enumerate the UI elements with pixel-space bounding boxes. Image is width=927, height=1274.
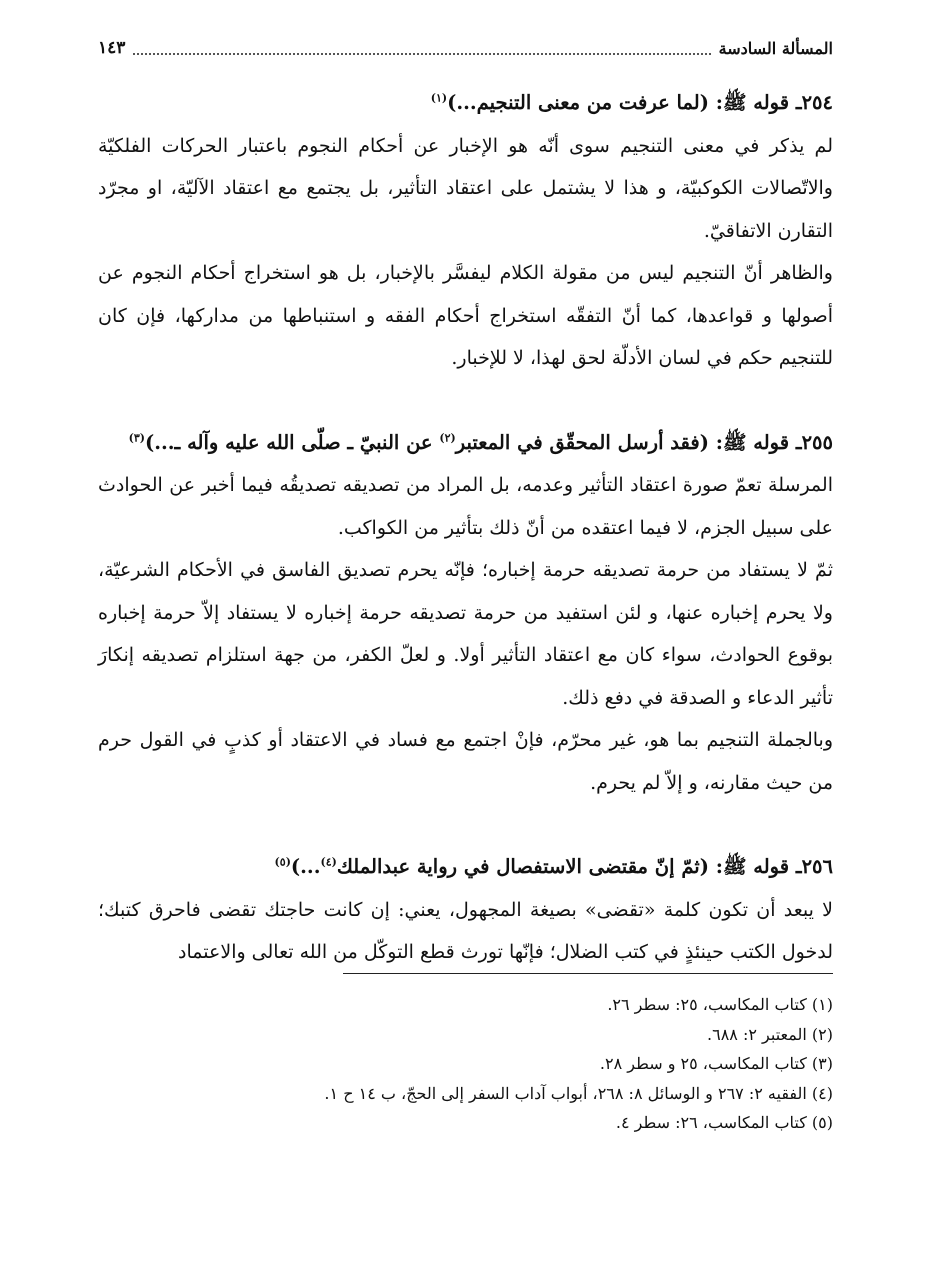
section-heading-254: ٢٥٤ـ قوله ﷺ: (لما عرفت من معنى التنجيم...)$^{(١)}$ (430, 91, 833, 114)
paragraph: لم يذكر في معنى التنجيم سوى أنّه هو الإخبار عن أحكام النجوم باعتبار الحركات الفلكيّة والاتّصالات الكوكبيّة، و هذا لا يشتمل على اعتقاد التأثير، بل يجتمع مع اعتقاد الآليّة، او مجرّد التقارن الاتفاقيّ. (98, 134, 833, 242)
quoted-phrase: (لما عرفت من معنى التنجيم...) (447, 91, 709, 114)
page-number: ١٤٣ (98, 38, 126, 58)
section-heading-256: ٢٥٦ـ قوله ﷺ: (ثمّ إنّ مقتضى الاستفصال في رواية عبدالملك$^{(٤)}$...)$^{(٥)}$ (274, 855, 833, 878)
paragraph: ثمّ لا يستفاد من حرمة تصديقه حرمة إخباره؛ فإنّه يحرم تصديق الفاسق في الأحكام الشرعيّة، ولا يحرم إخباره عنها، و لئن استفيد من حرمة تصديقه حرمة إخباره لا يستفاد إلاّ حرمة إخباره بوقوع الحوادث، سواء كان مع اعتقاد التأثير أولا. و لعلّ الكفر، من جهة استلزام تصديقه إنكارَ تأثير الدعاء و الصدقة في دفع ذلك. (98, 559, 833, 709)
section-heading-255: ٢٥٥ـ قوله ﷺ: (فقد أرسل المحقّق في المعتبر$^{(٢)}$ عن النبيّ ـ صلّى الله عليه وآله ـ...)$^{(٣)}$ (128, 430, 833, 454)
footnote-1: (١) كتاب المكاسب، ٢٥: سطر ٢٦. (607, 995, 833, 1014)
footnote-divider (343, 973, 833, 974)
footnote-ref[interactable]: (١) (430, 91, 448, 105)
footnote-3: (٣) كتاب المكاسب، ٢٥ و سطر ٢٨. (599, 1054, 833, 1073)
quoted-phrase-cont: عن النبيّ ـ صلّى الله عليه وآله ـ...) (144, 430, 440, 454)
footnote-ref[interactable]: (٤) (320, 855, 337, 869)
quoted-phrase: (فقد أرسل المحقّق في المعتبر (455, 430, 709, 454)
footnote-5: (٥) كتاب المكاسب، ٢٦: سطر ٤. (615, 1113, 833, 1132)
main-text (98, 82, 833, 974)
footnote-ref[interactable]: (٣) (128, 431, 145, 444)
paragraph: المرسلة تعمّ صورة اعتقاد التأثير وعدمه، بل المراد من تصديقه تصديقُه فيما أخبر عن الحوادث على سبيل الجزم، لا فيما اعتقده من أنّ ذلك بتأثير من الكواكب. (98, 474, 833, 539)
paragraph: لا يبعد أن تكون كلمة «تقضى» بصيغة المجهول، يعني: إن كانت حاجتك تقضى فاحرق كتبك؛ لدخول الكتب حينئذٍ في كتب الضلال؛ فإنّها تورث قطع التوكّل من الله تعالى والاعتماد (98, 898, 833, 963)
footnotes (98, 990, 833, 1138)
quoted-phrase: (ثمّ إنّ مقتضى الاستفصال في رواية عبدالملك (336, 855, 709, 878)
chapter-title: المسألة السادسة (718, 38, 833, 58)
footnote-4: (٤) الفقيه ٢: ٢٦٧ و الوسائل ٨: ٢٦٨، أبواب آداب السفر إلى الحجّ، ب ١٤ ح ١. (324, 1083, 833, 1103)
dot-leader (133, 41, 710, 55)
footnote-ref[interactable]: (٥) (274, 855, 291, 869)
paragraph: وبالجملة التنجيم بما هو، غير محرّم، فإنْ اجتمع مع فساد في الاعتقاد أو كذبٍ في القول حرم من حيث مقارنه، و إلاّ لم يحرم. (98, 729, 833, 794)
paragraph: والظاهر أنّ التنجيم ليس من مقولة الكلام ليفسَّر بالإخبار، بل هو استخراج أحكام النجوم عن أصولها و قواعدها، كما أنّ التفقّه استخراج أحكام الفقه و استنباطها من مداركها، فإن كان للتنجيم حكم في لسان الأدلّة لحق لهذا، لا للإخبار. (98, 262, 833, 369)
running-head (98, 34, 833, 62)
footnote-2: (٢) المعتبر ٢: ٦٨٨. (707, 1024, 833, 1044)
quoted-phrase-cont: ...) (290, 855, 321, 878)
footnote-ref[interactable]: (٢) (439, 431, 456, 444)
